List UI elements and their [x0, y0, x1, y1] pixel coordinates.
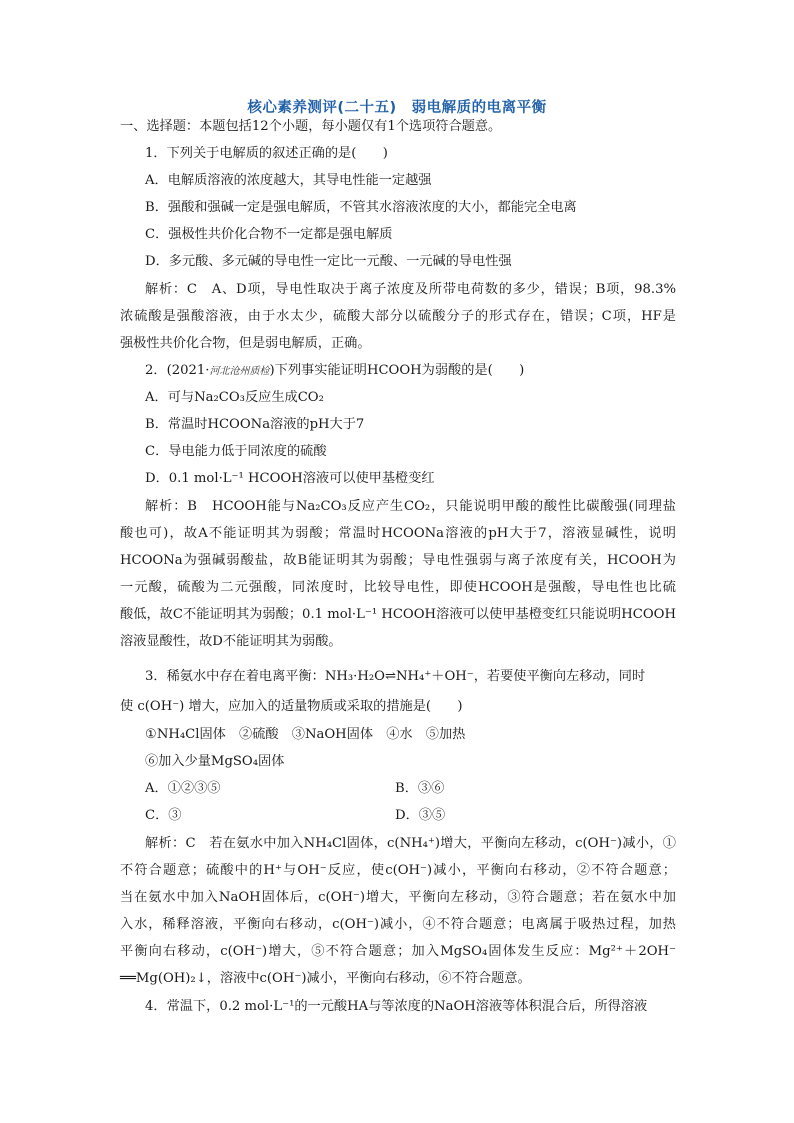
q2-stem	[145, 362, 524, 381]
q2-source-tag: 河北沧州质检	[209, 366, 270, 377]
q2-explanation-line: 酸也可)，故A不能证明其为弱酸；常温时HCOONa溶液的pH大于7，溶液显碱性，说明	[120, 526, 676, 541]
q3-option-c: C．③	[145, 808, 182, 823]
q2-explanation-line: 酸低，故C不能证明其为弱酸；0.1 mol·L⁻¹ HCOOH溶液可以使甲基橙变红只能说明HCOOH	[120, 607, 676, 622]
q3-option-d: D．③⑤	[395, 808, 446, 823]
q1-option-b: B．强酸和强碱一定是强电解质，不管其水溶液浓度的大小，都能完全电离	[145, 200, 577, 215]
q3-explanation-line: 入水，稀释溶液，平衡向右移动，c(OH⁻)减小，④不符合题意；电离属于吸热过程，加热	[120, 917, 676, 932]
page-title: 核心素养测评(二十五) 弱电解质的电离平衡	[247, 100, 547, 116]
q1-stem: 1．下列关于电解质的叙述正确的是( )	[145, 146, 388, 161]
q2-explanation-line: 解析：B HCOOH能与Na₂CO₃反应产生CO₂，只能说明甲酸的酸性比碳酸强(同理盐	[145, 499, 676, 514]
q1-option-c: C．强极性共价化合物不一定都是强电解质	[145, 227, 393, 242]
q3-option-b: B．③⑥	[395, 781, 445, 796]
q3-items-line: ⑥加入少量MgSO₄固体	[145, 754, 285, 769]
q2-stem-end: )下列事实能证明HCOOH为弱酸的是( )	[269, 363, 525, 378]
q2-explanation-line: 溶液显酸性，故D不能证明其为弱酸。	[120, 634, 342, 649]
q3-items-line: ①NH₄Cl固体 ②硫酸 ③NaOH固体 ④水 ⑤加热	[145, 727, 466, 742]
q1-explanation-line: 强极性共价化合物，但是弱电解质，正确。	[120, 336, 371, 351]
q2-stem-start: 2．(2021·	[145, 363, 210, 378]
q2-explanation-line: HCOONa为强碱弱酸盐，故B能证明其为弱酸；导电性强弱与离子浓度有关，HCOOH为	[120, 553, 676, 568]
q3-explanation-line: ══Mg(OH)₂↓，溶液中c(OH⁻)减小，平衡向右移动，⑥不符合题意。	[120, 971, 531, 986]
q3-explanation-line: 当在氨水中加入NaOH固体后，c(OH⁻)增大，平衡向左移动，③符合题意；若在氨水中加	[120, 890, 676, 905]
section-heading: 一、选择题：本题包括12个小题，每小题仅有1个选项符合题意。	[120, 119, 502, 134]
q3-explanation-line: 不符合题意；硫酸中的H⁺与OH⁻反应，使c(OH⁻)减小，平衡向右移动，②不符合题意；	[120, 863, 676, 878]
q1-option-a: A．电解质溶液的浓度越大，其导电性能一定越强	[145, 173, 432, 188]
q1-explanation-line: 解析：C A、D项，导电性取决于离子浓度及所带电荷数的多少，错误；B项，98.3%	[145, 282, 676, 297]
q3-explanation-line: 解析：C 若在氨水中加入NH₄Cl固体，c(NH₄⁺)增大，平衡向左移动，c(OH⁻)减小，①	[145, 836, 676, 851]
q2-option-a: A．可与Na₂CO₃反应生成CO₂	[145, 390, 324, 405]
q2-option-d: D．0.1 mol·L⁻¹ HCOOH溶液可以使甲基橙变红	[145, 471, 435, 486]
q4-stem-line: 4．常温下，0.2 mol·L⁻¹的一元酸HA与等浓度的NaOH溶液等体积混合后，所得溶液	[145, 999, 648, 1014]
q3-stem-line: 3．稀氨水中存在着电离平衡：NH₃·H₂O⇌NH₄⁺＋OH⁻，若要使平衡向左移动，同时	[145, 669, 646, 684]
q2-explanation-line: 一元酸，硫酸为二元强酸，同浓度时，比较导电性，即使HCOOH是强酸，导电性也比硫	[120, 580, 676, 595]
q3-stem-line: 使 c(OH⁻) 增大，应加入的适量物质或采取的措施是( )	[120, 699, 463, 714]
q3-explanation-line: 平衡向右移动，c(OH⁻)增大，⑤不符合题意；加入MgSO₄固体发生反应：Mg²⁺＋2OH⁻	[120, 944, 676, 959]
q2-option-c: C．导电能力低于同浓度的硫酸	[145, 444, 327, 459]
q3-option-a: A．①②③⑤	[145, 781, 221, 796]
q1-explanation-line: 浓硫酸是强酸溶液，由于水太少，硫酸大部分以硫酸分子的形式存在，错误；C项，HF是	[120, 309, 676, 324]
q1-option-d: D．多元酸、多元碱的导电性一定比一元酸、一元碱的导电性强	[145, 254, 512, 269]
q2-option-b: B．常温时HCOONa溶液的pH大于7	[145, 417, 365, 432]
